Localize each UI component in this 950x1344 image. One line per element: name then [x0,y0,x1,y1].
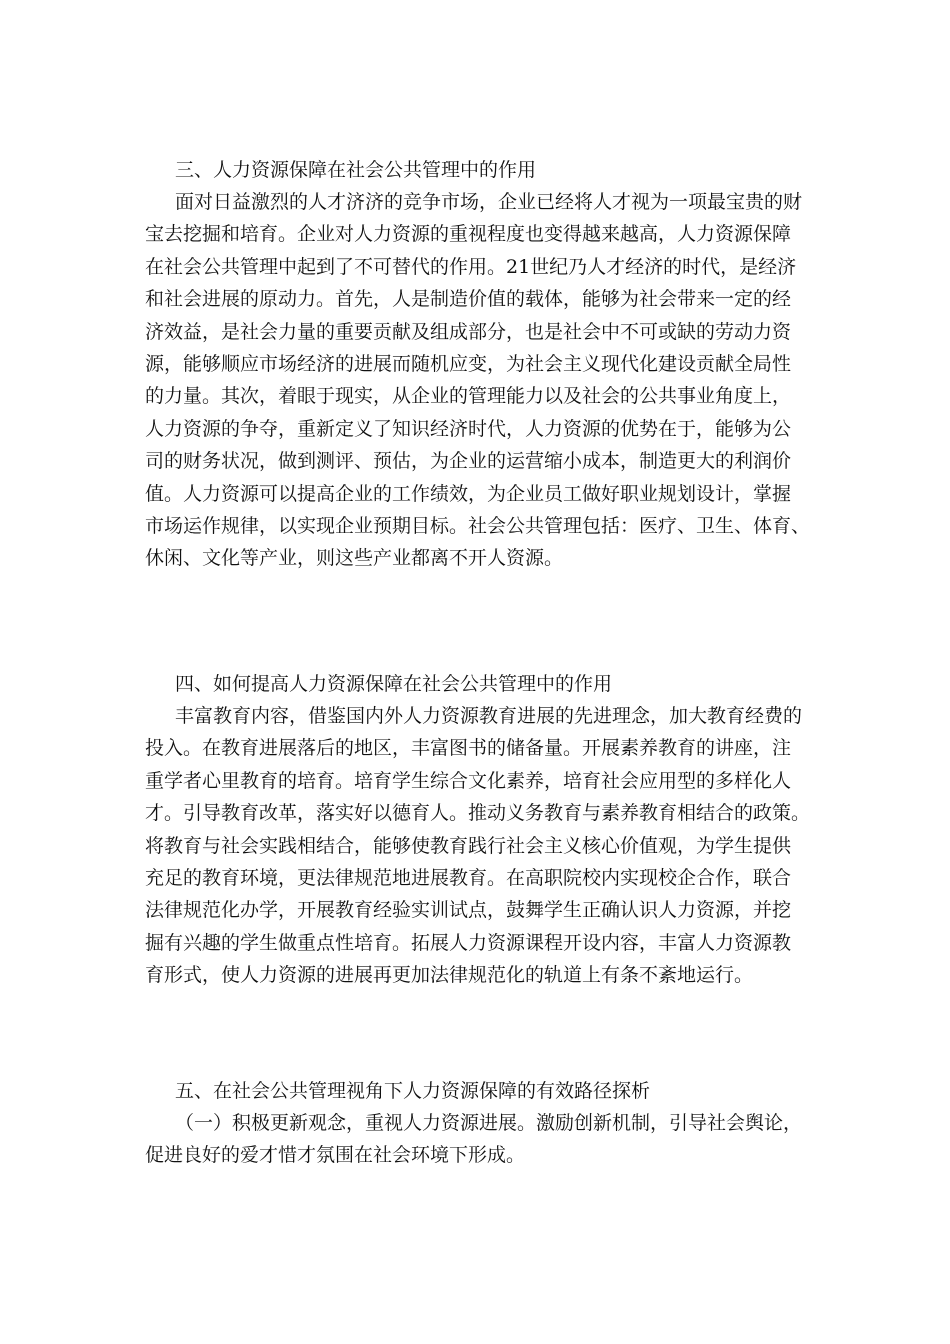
section-three-line: 源，能够顺应市场经济的进展而随机应变，为社会主义现代化建设贡献全局性 [145,353,792,376]
section-five-line: （一）积极更新观念，重视人力资源进展。激励创新机制，引导社会舆论， [175,1112,803,1134]
section-four-line: 育形式，使人力资源的进展再更加法律规范化的轨道上有条不紊地运行。 [145,964,754,987]
section-three [145,154,815,575]
section-four [145,668,815,992]
section-three-line: 济效益，是社会力量的重要贡献及组成部分，也是社会中不可或缺的劳动力资 [145,320,792,343]
section-three-line: 值。人力资源可以提高企业的工作绩效，为企业员工做好职业规划设计，掌握 [145,482,792,505]
section-three-line: 面对日益激烈的人才济济的竞争市场，企业已经将人才视为一项最宝贵的财 [175,191,803,213]
section-four-line: 丰富教育内容，借鉴国内外人力资源教育进展的先进理念，加大教育经费的 [175,705,803,727]
section-four-heading: 四、如何提高人力资源保障在社会公共管理中的作用 [175,673,613,695]
section-three-line: 和社会进展的原动力。首先，人是制造价值的载体，能够为社会带来一定的经 [145,288,792,311]
section-four-line: 掘有兴趣的学生做重点性培育。拓展人力资源课程开设内容，丰富人力资源教 [145,931,792,954]
section-four-line: 将教育与社会实践相结合，能够使教育践行社会主义核心价值观，为学生提供 [145,834,792,857]
section-three-line: 宝去挖掘和培育。企业对人力资源的重视程度也变得越来越高，人力资源保障 [145,223,792,246]
section-five [145,1075,815,1172]
section-three-line: 休闲、文化等产业，则这些产业都离不开人资源。 [145,547,564,570]
section-four-line: 充足的教育环境，更法律规范地进展教育。在高职院校内实现校企合作，联合 [145,867,792,890]
section-three-line: 市场运作规律，以实现企业预期目标。社会公共管理包括：医疗、卫生、体育、 [145,515,811,538]
section-three-heading: 三、人力资源保障在社会公共管理中的作用 [175,159,537,181]
section-three-line: 人力资源的争夺，重新定义了知识经济时代，人力资源的优势在于，能够为公 [145,417,792,440]
section-five-heading: 五、在社会公共管理视角下人力资源保障的有效路径探析 [175,1080,651,1102]
section-three-line: 在社会公共管理中起到了不可替代的作用。21世纪乃人才经济的时代，是经济 [145,255,797,278]
section-four-line: 法律规范化办学，开展教育经验实训试点，鼓舞学生正确认识人力资源，并挖 [145,899,792,922]
section-four-line: 才。引导教育改革，落实好以德育人。推动义务教育与素养教育相结合的政策。 [145,802,811,825]
section-four-line: 重学者心里教育的培育。培育学生综合文化素养，培育社会应用型的多样化人 [145,769,792,792]
section-four-line: 投入。在教育进展落后的地区，丰富图书的储备量。开展素养教育的讲座，注 [145,737,792,760]
section-three-line: 司的财务状况，做到测评、预估，为企业的运营缩小成本，制造更大的利润价 [145,450,792,473]
section-five-line: 促进良好的爱才惜才氛围在社会环境下形成。 [145,1144,526,1167]
section-three-line: 的力量。其次，着眼于现实，从企业的管理能力以及社会的公共事业角度上， [145,385,792,408]
